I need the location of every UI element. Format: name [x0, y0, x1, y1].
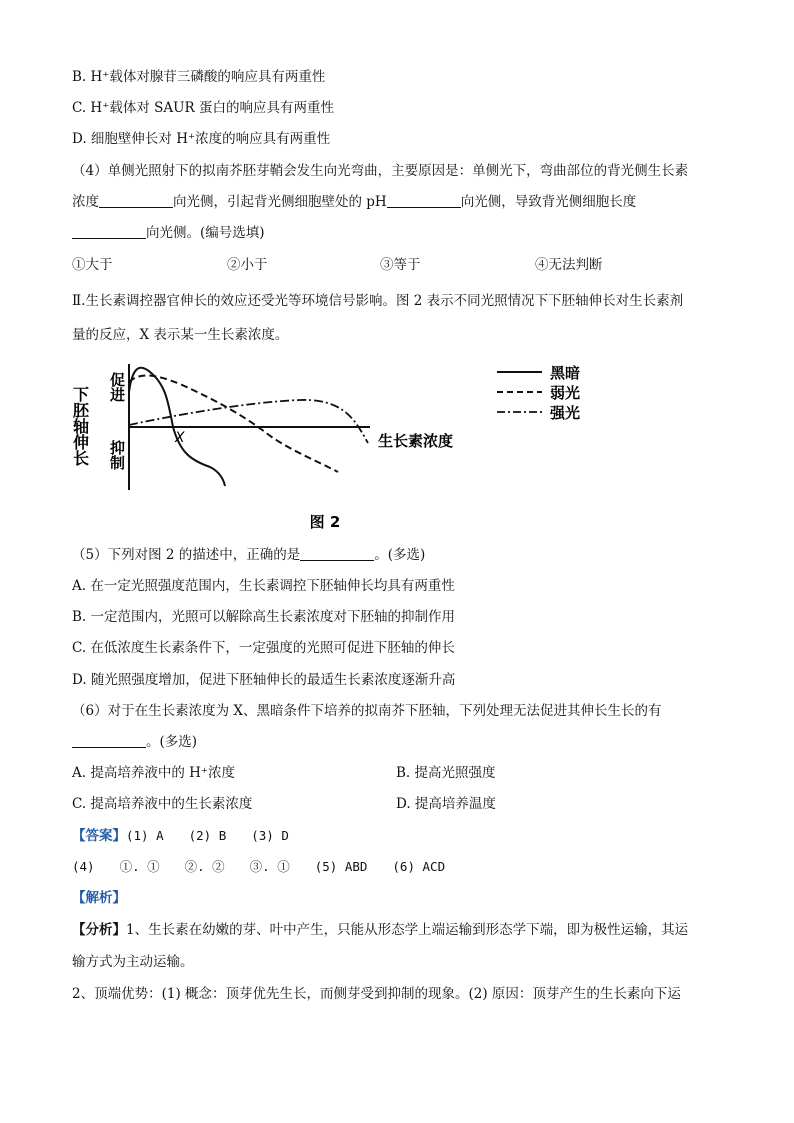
analysis-p1a-text: 1、生长素在幼嫩的芽、叶中产生，只能从形态学上端运输到形态学下端，即为极性运输，其运	[126, 922, 689, 938]
q5-blank[interactable]	[300, 546, 374, 561]
answer-text-1: (1) A (2) B (3) D	[126, 828, 289, 843]
q4-choice-1: ①大于	[72, 257, 113, 273]
q5-stem-tail: 。(多选)	[374, 547, 426, 563]
q4-stem-line1: （4）单侧光照射下的拟南芥胚芽鞘会发生向光弯曲，主要原因是：单侧光下，弯曲部位的背光侧生长素	[72, 163, 689, 179]
q6-option-b: B. 提高光照强度	[396, 765, 496, 781]
q6-option-a: A. 提高培养液中的 H⁺浓度	[72, 765, 236, 781]
q4-text-b: 向光侧，引起背光侧细胞壁处的 pH	[173, 194, 387, 210]
y-axis-title: 下胚轴伸长	[70, 386, 90, 466]
q6-blank[interactable]	[72, 733, 146, 748]
q4-text-d: 向光侧。(编号选填)	[146, 225, 265, 241]
fenxi-tag: 【分析】	[72, 922, 126, 938]
analysis-tag: 【解析】	[72, 890, 126, 906]
q6-stem: （6）对于在生长素浓度为 X、黑暗条件下培养的拟南芥下胚轴，下列处理无法促进其伸长生长的有	[72, 703, 662, 719]
legend-label-weak: 弱光	[550, 384, 581, 402]
figure-2-chart	[60, 352, 620, 542]
analysis-p2: 2、顶端优势：(1) 概念：顶芽优先生长，而侧芽受到抑制的现象。(2) 原因：顶芽产生的生长素向下运	[72, 986, 681, 1002]
part2-line2: 量的反应，X 表示某一生长素浓度。	[72, 327, 289, 343]
q4-blank-1[interactable]	[99, 193, 173, 208]
q6-options-row2	[72, 795, 722, 813]
q4-text-a: 浓度	[72, 194, 99, 210]
y-label-inhibit: 抑制	[108, 440, 126, 470]
q6-option-c: C. 提高培养液中的生长素浓度	[72, 796, 253, 812]
q6-options-row1	[72, 764, 722, 782]
q4-stem-line3	[72, 224, 265, 242]
part2-line1: Ⅱ.生长素调控器官伸长的效应还受光等环境信号影响。图 2 表示不同光照情况下下胚轴伸长对生长素剂	[72, 293, 684, 309]
answer-text-2: (4) ①. ① ②. ② ③. ① (5) ABD (6) ACD	[72, 859, 446, 874]
q3-option-c: C. H⁺载体对 SAUR 蛋白的响应具有两重性	[72, 100, 334, 116]
analysis-p1b: 输方式为主动运输。	[72, 954, 194, 970]
legend-label-dark: 黑暗	[550, 364, 581, 382]
analysis-p1a	[72, 921, 688, 939]
q4-blank-3[interactable]	[72, 224, 146, 239]
answer-tag: 【答案】	[72, 828, 126, 844]
q4-stem-line2	[72, 193, 636, 211]
x-marker-label: X	[175, 430, 185, 446]
q5-option-b: B. 一定范围内，光照可以解除高生长素浓度对下胚轴的抑制作用	[72, 609, 456, 625]
q4-text-c: 向光侧，导致背光侧细胞长度	[460, 194, 637, 210]
legend-label-strong: 强光	[550, 404, 581, 422]
q6-stem-line2	[72, 733, 197, 751]
q6-stem-tail: 。(多选)	[146, 734, 198, 750]
q5-stem	[72, 546, 425, 564]
q4-choice-2: ②小于	[227, 257, 268, 273]
q3-option-d: D. 细胞壁伸长对 H⁺浓度的响应具有两重性	[72, 131, 331, 147]
curve-weak-light	[129, 375, 338, 472]
q6-option-d: D. 提高培养温度	[396, 796, 496, 812]
q4-choice-3: ③等于	[380, 257, 421, 273]
y-label-promote: 促进	[108, 372, 126, 402]
q4-choice-4: ④无法判断	[535, 257, 603, 273]
q5-option-c: C. 在低浓度生长素条件下，一定强度的光照可促进下胚轴的伸长	[72, 640, 455, 656]
answer-line1	[72, 827, 289, 845]
x-axis-title: 生长素浓度	[378, 432, 454, 450]
q4-blank-2[interactable]	[387, 193, 461, 208]
q4-choices	[72, 256, 722, 274]
q5-option-a: A. 在一定光照强度范围内，生长素调控下胚轴伸长均具有两重性	[72, 578, 455, 594]
figure-caption: 图 2	[309, 513, 341, 531]
q3-option-b: B. H⁺载体对腺苷三磷酸的响应具有两重性	[72, 69, 326, 85]
q5-stem-text: （5）下列对图 2 的描述中，正确的是	[72, 547, 301, 563]
answer-line2	[72, 858, 445, 876]
q5-option-d: D. 随光照强度增加，促进下胚轴伸长的最适生长素浓度逐渐升高	[72, 672, 456, 688]
analysis-heading	[72, 889, 126, 907]
